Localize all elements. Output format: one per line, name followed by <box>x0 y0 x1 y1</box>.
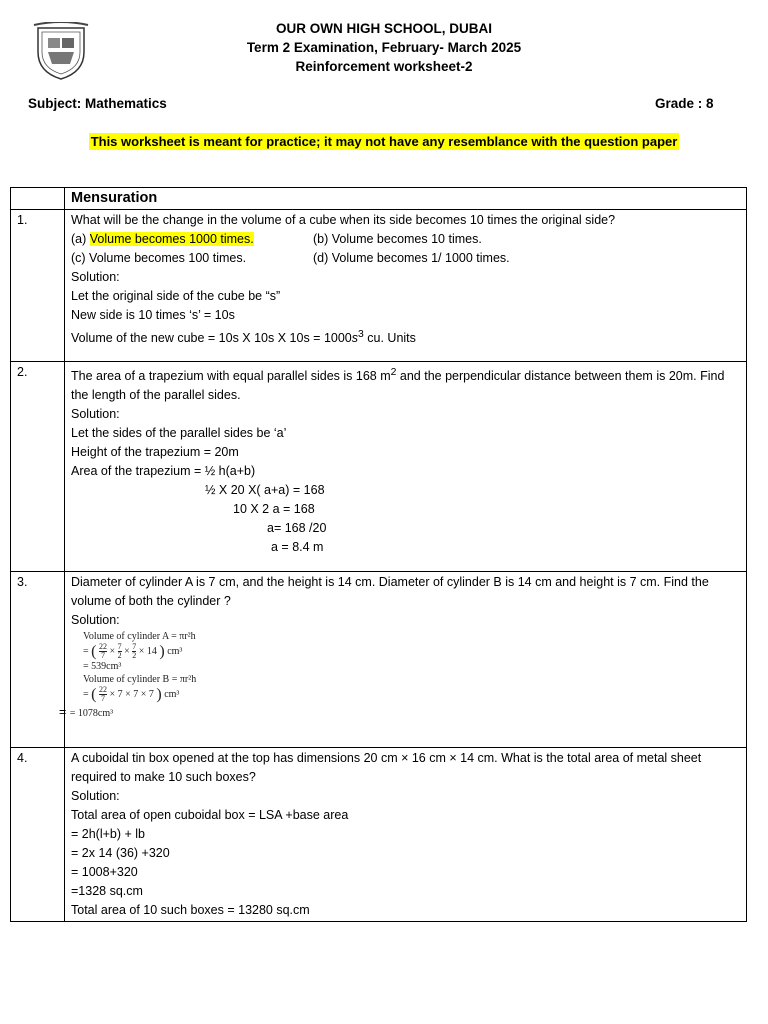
question-row-3 <box>11 572 747 748</box>
option-d: (d) Volume becomes 1/ 1000 times. <box>313 251 510 265</box>
solution-image-math <box>71 630 740 703</box>
solution-line-text: Volume of the new cube = 10s X 10s X 10s = 1000 <box>71 331 352 346</box>
solution-line-unit: cu. Units <box>363 331 416 346</box>
question-body-3 <box>59 572 747 748</box>
paren-open: ( <box>91 686 97 703</box>
solution-line: New side is 10 times ‘s’ = 10s <box>71 308 235 322</box>
solution-line: a = 8.4 m <box>271 540 324 555</box>
solution-label: Solution: <box>71 789 120 803</box>
paren-close: ) <box>156 686 162 703</box>
section-title-text: Mensuration <box>71 190 158 206</box>
solution-label: Solution: <box>71 613 120 627</box>
options-row <box>71 230 740 249</box>
solution-line: Area of the trapezium = ½ h(a+b) <box>71 464 256 479</box>
solution-line: 10 X 2 a = 168 <box>233 502 315 517</box>
unit: cm³ <box>167 645 183 657</box>
option-c: (c) Volume becomes 100 times. <box>71 251 247 265</box>
solution-line: =1328 sq.cm <box>71 884 143 898</box>
question-text <box>71 363 740 405</box>
section-title <box>65 188 747 210</box>
denominator: 2 <box>132 651 137 660</box>
exponent: 2 <box>390 367 397 378</box>
numerator: 22 <box>98 685 107 694</box>
worksheet-table <box>10 187 747 922</box>
unit: cm³ <box>164 688 180 700</box>
solution-line: Height of the trapezium = 20m <box>71 445 239 460</box>
solution-line: = 2h(l+b) + lb <box>71 827 146 841</box>
solution-line: Let the original side of the cube be “s” <box>71 289 281 303</box>
grade-label: Grade : 8 <box>655 96 714 111</box>
school-name: OUR OWN HIGH SCHOOL, DUBAI <box>276 21 492 36</box>
practice-note <box>0 133 768 151</box>
solution-label: Solution: <box>71 270 120 284</box>
numerator: 7 <box>132 642 137 651</box>
question-row-1 <box>11 210 747 362</box>
practice-note-text: This worksheet is meant for practice; it may not have any resemblance with the question paper <box>90 134 678 149</box>
question-text-part: and the perpendicular distance between them is 20m. Find the length of the parallel sides. <box>71 369 725 403</box>
volume-b-result: = 1078cm³ <box>69 708 114 719</box>
volume-a-formula: Volume of cylinder A = πr²h <box>83 631 196 642</box>
question-number: 3. <box>11 572 65 748</box>
fraction <box>132 643 136 660</box>
question-text: What will be the change in the volume of a cube when its side becomes 10 times the original side? <box>71 213 616 227</box>
exponent: 3 <box>358 329 364 340</box>
table-header-row <box>11 188 747 210</box>
option-a-answer-highlighted: Volume becomes 1000 times. <box>89 232 254 246</box>
denominator: 7 <box>100 651 105 660</box>
question-row-4 <box>11 748 747 922</box>
paren-open: ( <box>91 643 97 660</box>
header-num-cell <box>11 188 65 210</box>
question-body-4 <box>65 748 747 922</box>
solution-line: = 2x 14 (36) +320 <box>71 846 170 860</box>
question-row-2 <box>11 362 747 572</box>
question-body-2 <box>65 362 747 572</box>
result-prefix: = <box>59 705 70 719</box>
numerator: 22 <box>98 642 107 651</box>
equals-sign: = <box>83 688 89 700</box>
option-a-prefix: (a) <box>71 232 90 246</box>
question-number: 1. <box>11 210 65 362</box>
solution-line: Let the sides of the parallel sides be ‘a’ <box>71 426 287 441</box>
volume-a-result: = 539cm³ <box>83 661 122 672</box>
numerator: 7 <box>117 642 122 651</box>
solution-line: Total area of 10 such boxes = 13280 sq.cm <box>71 903 310 917</box>
question-body-1 <box>65 210 747 362</box>
option-a <box>71 230 313 249</box>
fraction <box>118 643 122 660</box>
question-text: Diameter of cylinder A is 7 cm, and the height is 14 cm. Diameter of cylinder B is 14 cm and height is 7 cm. Find the volume of both the cylinder ? <box>71 575 709 608</box>
variable-s: s <box>351 331 358 346</box>
question-text: A cuboidal tin box opened at the top has dimensions 20 cm × 16 cm × 14 cm. What is the total area of metal sheet required to make 10 such boxes? <box>71 751 702 784</box>
calc-tail: × 7 × 7 × 7 <box>109 688 154 700</box>
worksheet-title: Reinforcement worksheet-2 <box>295 59 473 74</box>
denominator: 7 <box>100 694 105 703</box>
fraction <box>99 686 107 703</box>
solution-label: Solution: <box>71 407 120 422</box>
options-row <box>71 249 740 268</box>
solution-line: a= 168 /20 <box>267 521 327 536</box>
denominator: 2 <box>117 651 122 660</box>
question-number: 4. <box>11 748 65 922</box>
solution-line: = 1008+320 <box>71 865 138 879</box>
volume-b-calc <box>83 686 740 703</box>
exam-title: Term 2 Examination, February- March 2025 <box>246 40 522 55</box>
volume-b-formula: Volume of cylinder B = πr²h <box>83 674 197 685</box>
subject-label: Subject: Mathematics <box>28 96 167 111</box>
paren-close: ) <box>159 643 165 660</box>
fraction <box>99 643 107 660</box>
solution-line <box>71 325 740 348</box>
question-text-part: The area of a trapezium with equal parallel sides is 168 m <box>71 369 391 384</box>
volume-a-calc: = ( $\frac{22}{7}$ × $\frac{7}{2}$ × $\frac{7}{2} \times 14$ ) cm³ <box>83 642 183 660</box>
solution-line: ½ X 20 X( a+a) = 168 <box>205 483 325 498</box>
calc-tail: × 14 <box>138 645 157 657</box>
option-b: (b) Volume becomes 10 times. <box>313 232 482 246</box>
volume-b-result-line <box>59 703 740 722</box>
question-number: 2. <box>11 362 65 572</box>
solution-line: Total area of open cuboidal box = LSA +base area <box>71 808 349 822</box>
equals-sign: = <box>83 645 89 657</box>
